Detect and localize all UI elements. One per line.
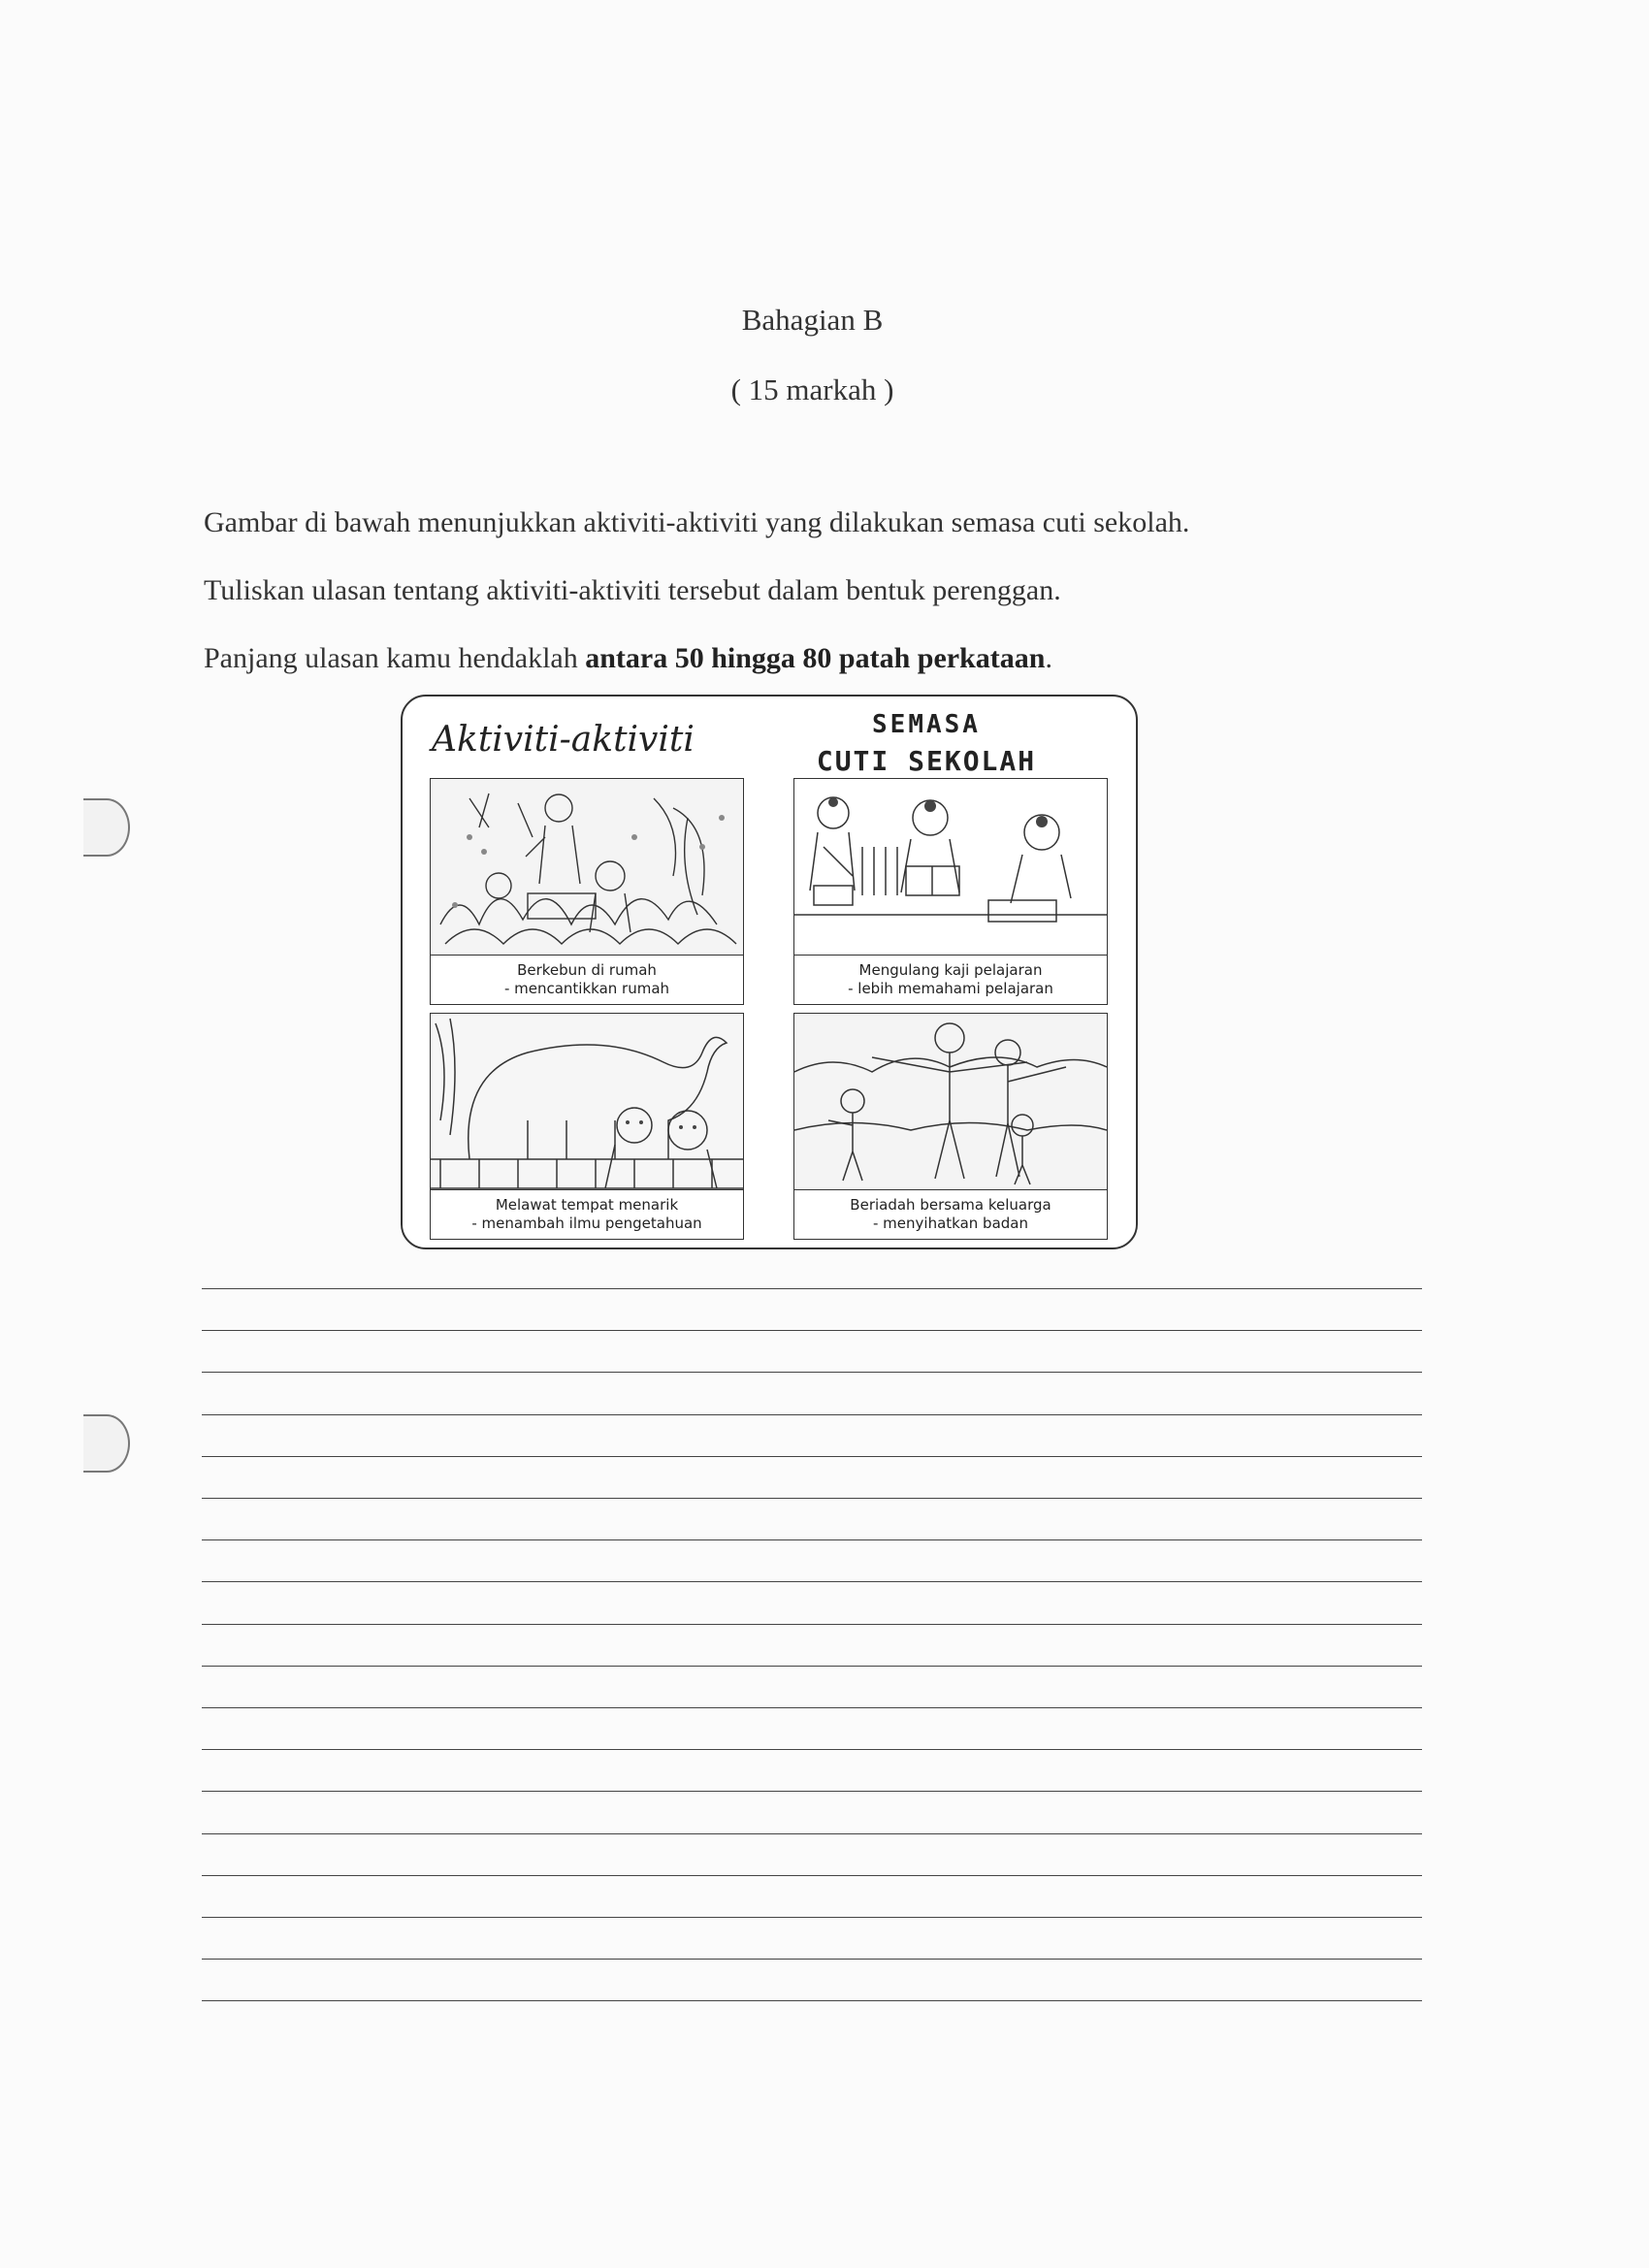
writing-line[interactable] — [202, 1959, 1422, 1960]
section-marks: ( 15 markah ) — [730, 373, 894, 406]
writing-line[interactable] — [202, 1624, 1422, 1625]
instruction-line-3-prefix: Panjang ulasan kamu hendaklah — [204, 642, 586, 674]
section-title: Bahagian B — [741, 303, 884, 337]
writing-line[interactable] — [202, 1666, 1422, 1667]
figure-title-left: Aktiviti-aktiviti — [432, 720, 695, 760]
figure-title-right-2: CUTI SEKOLAH — [816, 745, 1037, 777]
panel-family-exercise-caption-1: Beriadah bersama keluarga — [850, 1196, 1051, 1214]
writing-line[interactable] — [202, 1288, 1422, 1289]
panel-family-exercise-caption-2: - menyihatkan badan — [873, 1215, 1028, 1232]
instruction-line-2: Tuliskan ulasan tentang aktiviti-aktiviti tersebut dalam bentuk perenggan. — [204, 574, 1061, 606]
writing-line[interactable] — [202, 1707, 1422, 1708]
activity-figure — [401, 695, 1138, 1249]
writing-line[interactable] — [202, 1372, 1422, 1373]
panel-zoo-visit-caption-1: Melawat tempat menarik — [495, 1196, 679, 1214]
panel-zoo-visit-caption — [431, 1189, 743, 1239]
writing-line[interactable] — [202, 1833, 1422, 1834]
writing-line[interactable] — [202, 1917, 1422, 1918]
panel-studying-caption-2: - lebih memahami pelajaran — [848, 980, 1053, 997]
writing-line[interactable] — [202, 1581, 1422, 1582]
writing-line[interactable] — [202, 1875, 1422, 1876]
panel-gardening-caption — [431, 955, 743, 1004]
panel-family-exercise-caption — [794, 1189, 1107, 1239]
instruction-line-3 — [204, 642, 1052, 675]
writing-line[interactable] — [202, 1791, 1422, 1792]
panel-studying-caption — [794, 955, 1107, 1004]
writing-line[interactable] — [202, 1749, 1422, 1750]
panel-gardening-caption-1: Berkebun di rumah — [517, 961, 657, 979]
panel-gardening-caption-2: - mencantikkan rumah — [503, 980, 670, 997]
panel-gardening — [430, 778, 744, 1005]
instruction-line-1: Gambar di bawah menunjukkan aktiviti-aktiviti yang dilakukan semasa cuti sekolah. — [204, 506, 1190, 538]
panel-studying — [793, 778, 1108, 1005]
panel-family-exercise — [793, 1013, 1108, 1240]
punch-hole-top — [83, 798, 130, 857]
writing-line[interactable] — [202, 2000, 1422, 2001]
instruction-line-3-suffix: . — [1045, 642, 1052, 674]
writing-line[interactable] — [202, 1539, 1422, 1540]
panel-studying-caption-1: Mengulang kaji pelajaran — [858, 961, 1043, 979]
writing-line[interactable] — [202, 1414, 1422, 1415]
punch-hole-bottom — [83, 1414, 130, 1473]
writing-line[interactable] — [202, 1330, 1422, 1331]
figure-title-right-1: SEMASA — [872, 710, 981, 739]
panel-zoo-visit-caption-2: - menambah ilmu pengetahuan — [471, 1215, 702, 1232]
panel-zoo-visit — [430, 1013, 744, 1240]
writing-line[interactable] — [202, 1498, 1422, 1499]
writing-line[interactable] — [202, 1456, 1422, 1457]
instruction-word-limit: antara 50 hingga 80 patah perkataan — [585, 642, 1046, 674]
